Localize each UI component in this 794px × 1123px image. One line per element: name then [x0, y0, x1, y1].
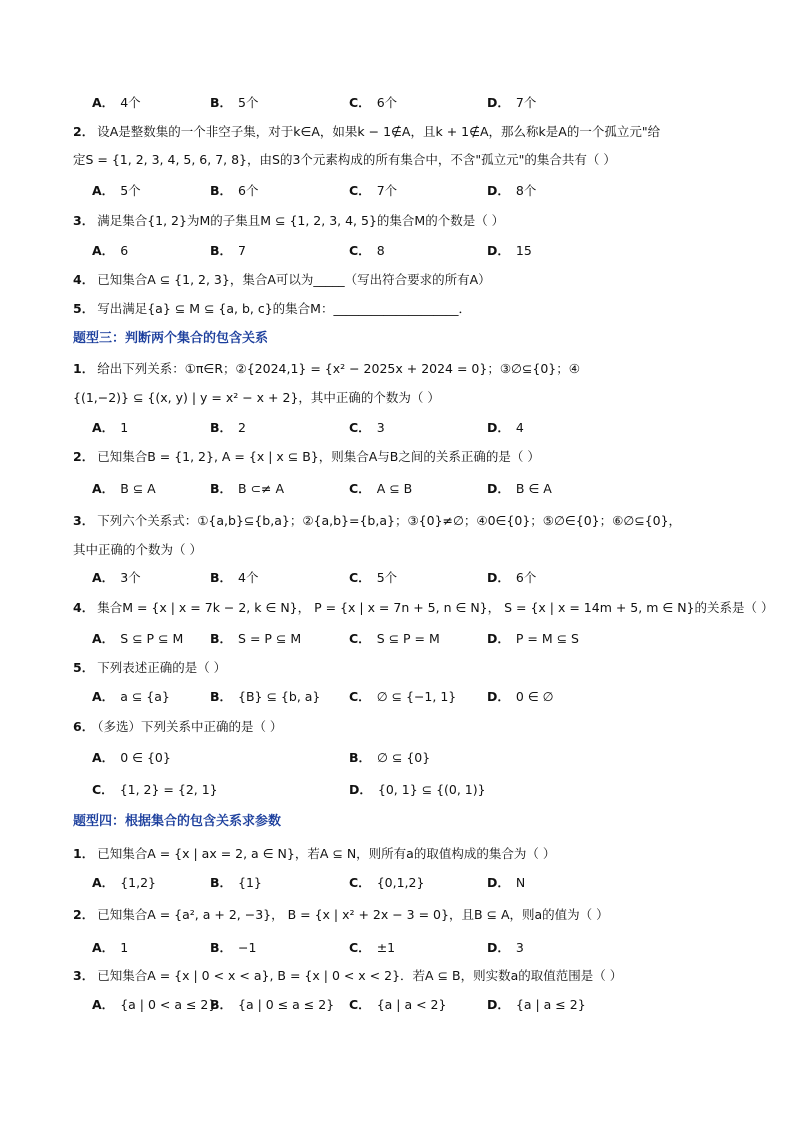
option-label: D． [487, 997, 510, 1012]
option-label: A． [92, 631, 115, 646]
option-label: B． [210, 183, 233, 198]
option-label: A． [92, 243, 115, 258]
answer-option [210, 568, 258, 588]
question-line [73, 359, 580, 379]
answer-option [487, 873, 525, 893]
answer-option [92, 93, 141, 113]
answer-option [349, 687, 456, 707]
option-label: B． [210, 997, 233, 1012]
option-text: {1} [238, 875, 262, 890]
option-label: A． [92, 875, 115, 890]
option-label: B． [349, 750, 372, 765]
option-label: C． [92, 782, 114, 797]
option-text: 3个 [120, 570, 141, 585]
question-number: 4． [73, 272, 95, 287]
answer-option [210, 629, 301, 649]
answer-option [210, 93, 258, 113]
option-label: A． [92, 570, 115, 585]
option-label: C． [349, 420, 371, 435]
question-text: 已知集合A ⊆ {1, 2, 3}，集合A可以为_____（写出符合要求的所有A） [97, 272, 491, 287]
option-text: 6个 [238, 183, 259, 198]
option-label: A． [92, 183, 115, 198]
option-text: P = M ⊆ S [515, 631, 579, 646]
option-text: 7个 [376, 183, 398, 198]
section-heading [73, 812, 281, 832]
option-text: 6个 [376, 95, 398, 110]
answer-option [349, 181, 397, 201]
answer-option [210, 873, 262, 893]
option-label: A． [92, 95, 115, 110]
option-label: A． [92, 940, 115, 955]
option-text: A ⊆ B [376, 481, 413, 496]
answer-option [92, 687, 170, 707]
option-label: A． [92, 689, 115, 704]
question-text: 给出下列关系：①π∈R；②{2024,1} = {x² − 2025x + 2024 = 0}；③∅⊆{0}；④ [97, 361, 580, 376]
answer-option [487, 181, 536, 201]
option-text: S ⊆ P = M [376, 631, 440, 646]
question-text: 题型四：根据集合的包含关系求参数 [73, 814, 282, 829]
question-text: 已知集合A = {x | 0 < x < a}, B = {x | 0 < x < 2}．若A ⊆ B，则实数a的取值范围是（ ） [97, 968, 623, 983]
question-line [73, 299, 471, 319]
option-label: D． [349, 782, 372, 797]
option-label: D． [487, 481, 510, 496]
option-text: ±1 [376, 940, 396, 955]
question-number: 5． [73, 660, 95, 675]
answer-option [349, 873, 424, 893]
answer-option [487, 938, 524, 958]
question-text: 题型三：判断两个集合的包含关系 [73, 331, 269, 346]
option-label: D． [487, 875, 510, 890]
option-text: 0 ∈ {0} [120, 750, 171, 765]
option-text: 6 [120, 243, 129, 258]
answer-option [210, 418, 246, 438]
answer-option [487, 93, 536, 113]
answer-option [210, 687, 320, 707]
question-number: 1． [73, 361, 95, 376]
answer-option [487, 687, 554, 707]
answer-option [92, 748, 171, 768]
answer-option [349, 568, 397, 588]
question-line [73, 844, 555, 864]
answer-option [92, 938, 128, 958]
option-text: 15 [515, 243, 532, 258]
question-line [73, 658, 226, 678]
option-label: D． [487, 631, 510, 646]
option-label: D． [487, 420, 510, 435]
option-label: A． [92, 481, 115, 496]
question-number: 3． [73, 968, 95, 983]
answer-option [487, 629, 579, 649]
option-text: 4个 [238, 570, 259, 585]
option-text: ∅ ⊆ {−1, 1} [376, 689, 457, 704]
question-text: 写出满足{a} ⊆ M ⊆ {a, b, c}的集合M：____________________． [97, 301, 471, 316]
option-label: C． [349, 875, 371, 890]
option-text: {0,1,2} [376, 875, 425, 890]
question-text: 已知集合A = {x | ax = 2, a ∈ N}，若A ⊆ N，则所有a的取值构成的集合为（ ） [97, 846, 556, 861]
option-label: B． [210, 689, 233, 704]
question-number: 1． [73, 846, 95, 861]
option-label: A． [92, 997, 115, 1012]
question-line [73, 270, 491, 290]
option-label: D． [487, 570, 510, 585]
option-text: 0 ∈ ∅ [515, 689, 554, 704]
answer-option [92, 568, 141, 588]
question-line [73, 447, 540, 467]
option-text: 7 [238, 243, 246, 258]
option-label: D． [487, 689, 510, 704]
question-text: 其中正确的个数为（ ） [73, 542, 202, 557]
option-text: 8个 [515, 183, 537, 198]
option-text: S ⊆ P ⊆ M [120, 631, 184, 646]
question-line [73, 511, 681, 531]
question-number: 6． [73, 719, 95, 734]
option-label: B． [210, 420, 233, 435]
question-line [73, 211, 504, 231]
option-text: a ⊆ {a} [120, 689, 170, 704]
option-text: {a | a ≤ 2} [515, 997, 586, 1012]
option-text: 1 [120, 420, 129, 435]
answer-option [487, 995, 586, 1015]
answer-option [349, 479, 412, 499]
question-number: 3． [73, 213, 95, 228]
option-label: C． [349, 940, 371, 955]
section-heading [73, 329, 268, 349]
option-label: A． [92, 750, 115, 765]
question-text: {(1,−2)} ⊆ {(x, y) | y = x² − x + 2}，其中正确的个数为（ ） [73, 390, 440, 405]
option-label: B． [210, 481, 233, 496]
option-text: 5个 [376, 570, 398, 585]
option-text: 3 [376, 420, 385, 435]
answer-option [349, 93, 397, 113]
option-text: B ⊂≠ A [238, 481, 285, 496]
option-text: {a | 0 < a ≤ 2} [120, 997, 217, 1012]
question-text: 定S = {1, 2, 3, 4, 5, 6, 7, 8}，由S的3个元素构成的所有集合中，不含"孤立元"的集合共有（ ） [73, 152, 616, 167]
option-label: A． [92, 420, 115, 435]
question-line [73, 905, 609, 925]
option-text: {1, 2} = {2, 1} [119, 782, 218, 797]
option-text: 4个 [120, 95, 141, 110]
question-number: 2． [73, 124, 95, 139]
option-text: 7个 [515, 95, 537, 110]
answer-option [92, 241, 128, 261]
option-text: 5个 [238, 95, 259, 110]
option-label: D． [487, 95, 510, 110]
answer-option [92, 479, 156, 499]
question-text: 满足集合{1, 2}为M的子集且M ⊆ {1, 2, 3, 4, 5}的集合M的个数是（ ） [97, 213, 505, 228]
answer-option [92, 629, 183, 649]
option-text: B ⊆ A [120, 481, 156, 496]
answer-option [349, 629, 440, 649]
question-line [73, 966, 622, 986]
option-label: B． [210, 243, 233, 258]
option-label: C． [349, 631, 371, 646]
option-text: S = P ⊆ M [238, 631, 302, 646]
question-text: 下列表述正确的是（ ） [97, 660, 227, 675]
option-label: C． [349, 243, 371, 258]
answer-option [92, 873, 156, 893]
option-text: {0, 1} ⊆ {(0, 1)} [377, 782, 486, 797]
answer-option [210, 995, 334, 1015]
answer-option [210, 181, 258, 201]
answer-option [92, 995, 216, 1015]
option-text: {a | 0 ≤ a ≤ 2} [238, 997, 335, 1012]
option-text: ∅ ⊆ {0} [377, 750, 431, 765]
option-text: {a | a < 2} [376, 997, 447, 1012]
question-text: 已知集合A = {a², a + 2, −3}， B = {x | x² + 2x − 3 = 0}，且B ⊆ A，则a的值为（ ） [97, 907, 609, 922]
option-text: 5个 [120, 183, 141, 198]
answer-option [487, 241, 532, 261]
answer-option [487, 568, 536, 588]
answer-option [210, 479, 284, 499]
option-label: B． [210, 631, 233, 646]
option-text: 8 [376, 243, 385, 258]
option-text: −1 [238, 940, 257, 955]
question-text: 下列六个关系式：①{a,b}⊆{b,a}；②{a,b}={b,a}；③{0}≠∅；④0∈{0}；⑤∅∈{0}；⑥∅⊆{0}， [97, 513, 682, 528]
option-label: C． [349, 481, 371, 496]
option-text: B ∈ A [515, 481, 552, 496]
question-line [73, 150, 616, 170]
option-label: C． [349, 997, 371, 1012]
option-text: 3 [515, 940, 524, 955]
question-text: （多选）下列关系中正确的是（ ） [97, 719, 283, 734]
question-text: 已知集合B = {1, 2}, A = {x | x ⊆ B}，则集合A与B之间的关系正确的是（ ） [97, 449, 540, 464]
answer-option [349, 241, 385, 261]
question-number: 4． [73, 600, 95, 615]
answer-option [349, 995, 446, 1015]
answer-option [349, 938, 395, 958]
option-text: {1,2} [120, 875, 156, 890]
option-text: 4 [515, 420, 524, 435]
question-number: 2． [73, 449, 95, 464]
question-line [73, 598, 774, 618]
option-label: D． [487, 243, 510, 258]
option-text: 6个 [515, 570, 537, 585]
answer-option [487, 479, 552, 499]
option-text: 2 [238, 420, 246, 435]
question-line [73, 122, 660, 142]
question-number: 2． [73, 907, 95, 922]
question-number: 3． [73, 513, 95, 528]
question-line [73, 540, 202, 560]
question-text: 集合M = {x | x = 7k − 2, k ∈ N}， P = {x | x = 7n + 5, n ∈ N}， S = {x | x = 14m + 5, m ∈ N}的关系是（ ） [97, 600, 774, 615]
option-label: B． [210, 570, 233, 585]
option-label: B． [210, 95, 233, 110]
question-text: 设A是整数集的一个非空子集，对于k∈A，如果k − 1∉A，且k + 1∉A，那么称k是A的一个孤立元"给 [97, 124, 661, 139]
answer-option [92, 780, 218, 800]
question-line [73, 388, 440, 408]
answer-option [210, 938, 256, 958]
answer-option [349, 748, 430, 768]
option-label: C． [349, 183, 371, 198]
answer-option [92, 418, 128, 438]
question-line [73, 717, 282, 737]
answer-option [210, 241, 246, 261]
option-text: 1 [120, 940, 129, 955]
answer-option [349, 780, 486, 800]
option-label: C． [349, 570, 371, 585]
question-number: 5． [73, 301, 95, 316]
option-label: D． [487, 940, 510, 955]
option-label: B． [210, 875, 233, 890]
option-label: D． [487, 183, 510, 198]
answer-option [92, 181, 141, 201]
option-text: {B} ⊆ {b, a} [238, 689, 321, 704]
answer-option [349, 418, 385, 438]
option-label: C． [349, 689, 371, 704]
option-label: C． [349, 95, 371, 110]
answer-option [487, 418, 524, 438]
option-label: B． [210, 940, 233, 955]
option-text: N [515, 875, 526, 890]
